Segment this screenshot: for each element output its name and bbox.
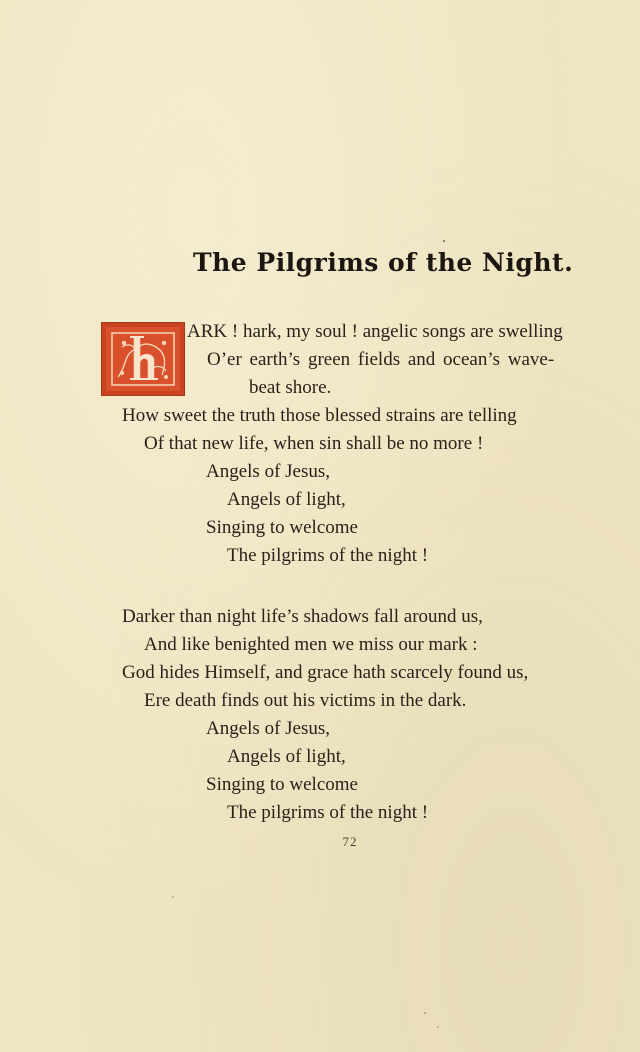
stanza2-line3: God hides Himself, and grace hath scarcely found us, <box>122 662 529 683</box>
paper-speck <box>424 1012 426 1014</box>
stanza1-line6: Angels of Jesus, <box>206 461 331 482</box>
drop-cap-ornament-icon <box>106 327 180 391</box>
stanza1-line7: Angels of light, <box>227 489 346 510</box>
paper-speck <box>172 896 174 898</box>
page-number: 72 <box>342 834 358 849</box>
stanza2-line8: The pilgrims of the night ! <box>227 802 429 823</box>
poem-title: The Pilgrims of the Night. <box>193 248 574 277</box>
stanza2-line7: Singing to welcome <box>206 774 358 795</box>
stanza1-line2: O’er earth’s green fields and ocean’s wave- <box>207 349 555 370</box>
stanza2-line1: Darker than night life’s shadows fall around us, <box>122 606 483 627</box>
stanza2-line4: Ere death finds out his victims in the dark. <box>144 690 467 711</box>
stanza1-line3: beat shore. <box>249 377 332 398</box>
stanza1-line9: The pilgrims of the night ! <box>227 545 429 566</box>
stanza1-line8: Singing to welcome <box>206 517 358 538</box>
paper-speck <box>443 240 445 242</box>
stanza1-line5: Of that new life, when sin shall be no more ! <box>144 433 484 454</box>
stanza2-line6: Angels of light, <box>227 746 346 767</box>
stanza2-line2: And like benighted men we miss our mark : <box>144 634 478 655</box>
drop-cap-initial <box>102 323 184 395</box>
stanza1-line4: How sweet the truth those blessed strains are telling <box>122 405 517 426</box>
stanza1-line1: ARK ! hark, my soul ! angelic songs are swelling <box>187 321 563 342</box>
paper-speck <box>437 1026 439 1028</box>
stanza2-line5: Angels of Jesus, <box>206 718 331 739</box>
